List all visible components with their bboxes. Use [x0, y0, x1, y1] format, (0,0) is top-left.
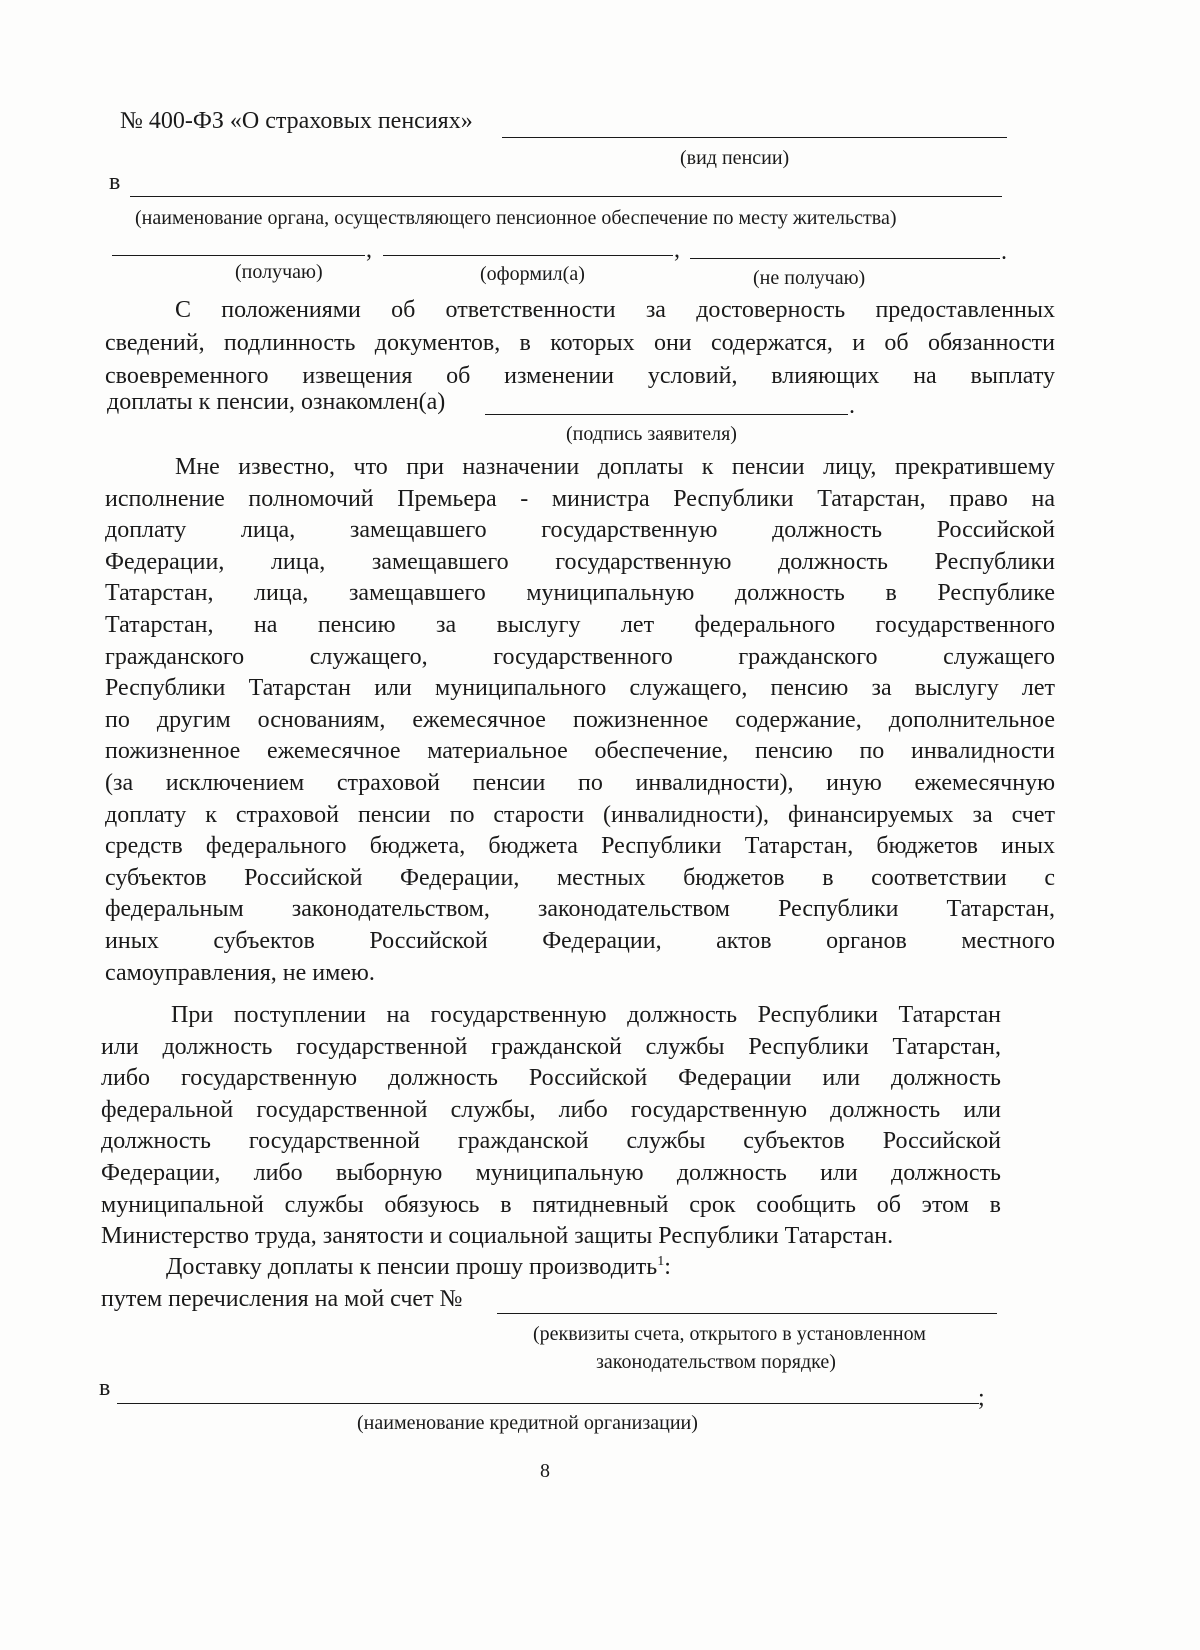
- employment-line-6: Федерации, либо выборную муниципальную должность или должность: [101, 1159, 1001, 1186]
- known-line-6: Татарстан, на пенсию за выслугу лет федерального государственного: [105, 611, 1055, 638]
- law-reference: № 400-ФЗ «О страховых пенсиях»: [120, 108, 473, 134]
- responsibility-line-3: своевременного извещения об изменении условий, влияющих на выплату: [105, 363, 1055, 389]
- employment-line-2: или должность государственной гражданской службы Республики Татарстан,: [101, 1033, 1001, 1060]
- known-line-13: средств федерального бюджета, бюджета Республики Татарстан, бюджетов иных: [105, 833, 1055, 860]
- known-line-15: федеральным законодательством, законодательством Республики Татарстан,: [105, 896, 1055, 923]
- pension-type-blank[interactable]: [502, 137, 1007, 138]
- responsibility-line-1: С положениями об ответственности за достоверность предоставленных: [175, 297, 1055, 323]
- signature-caption: (подпись заявителя): [566, 423, 737, 445]
- bank-caption: (наименование кредитной организации): [357, 1412, 698, 1434]
- responsibility-last-line: доплаты к пенсии, ознакомлен(а): [107, 389, 446, 415]
- organ-caption: (наименование органа, осуществляющего пенсионное обеспечение по месту жительства): [135, 207, 897, 229]
- account-number-blank[interactable]: [497, 1313, 997, 1314]
- employment-line-7: муниципальной службы обязуюсь в пятидневный срок сообщить об этом в: [101, 1191, 1001, 1218]
- known-line-9: по другим основаниям, ежемесячное пожизненное содержание, дополнительное: [105, 706, 1055, 733]
- caption-issued: (оформил(а): [480, 263, 585, 285]
- employment-line-5: должность государственной гражданской службы субъектов Российской: [101, 1128, 1001, 1155]
- employment-last-line: Министерство труда, занятости и социальной защиты Республики Татарстан.: [101, 1223, 894, 1250]
- issued-blank[interactable]: [383, 255, 673, 256]
- responsibility-period: .: [849, 393, 855, 419]
- known-line-5: Татарстан, лица, замещавшего муниципальную должность в Республике: [105, 580, 1055, 607]
- caption-receive: (получаю): [235, 261, 323, 283]
- known-line-14: субъектов Российской Федерации, местных бюджетов в соответствии с: [105, 864, 1055, 891]
- known-line-3: доплату лица, замещавшего государственную должность Российской: [105, 517, 1055, 544]
- bank-semicolon: ;: [978, 1385, 985, 1411]
- responsibility-line-2: сведений, подлинность документов, в которых они содержатся, и об обязанности: [105, 330, 1055, 356]
- comma-1: ,: [366, 237, 372, 263]
- footnote-mark: 1: [657, 1254, 665, 1269]
- bank-in-prefix: в: [99, 1375, 111, 1401]
- employment-line-4: федеральной государственной службы, либо государственную должность или: [101, 1096, 1001, 1123]
- responsibility-paragraph: [105, 294, 1055, 393]
- comma-2: ,: [674, 237, 680, 263]
- account-line-label: путем перечисления на мой счет №: [101, 1286, 463, 1312]
- known-line-4: Федерации, лица, замещавшего государственную должность Республики: [105, 548, 1055, 575]
- caption-not-receive: (не получаю): [753, 267, 866, 289]
- bank-name-blank[interactable]: [117, 1403, 979, 1404]
- not-receive-blank[interactable]: [690, 258, 1000, 259]
- organ-name-blank[interactable]: [130, 196, 1002, 197]
- account-caption-2: законодательством порядке): [596, 1351, 836, 1373]
- delivery-request: Доставку доплаты к пенсии прошу производить$^1$:: [166, 1254, 671, 1280]
- known-line-2: исполнение полномочий Премьера - министра Республики Татарстан, право на: [105, 485, 1055, 512]
- employment-line-1: При поступлении на государственную должность Республики Татарстан: [171, 1002, 1001, 1028]
- receive-blank[interactable]: [112, 255, 365, 256]
- known-line-16: иных субъектов Российской Федерации, актов органов местного: [105, 927, 1055, 954]
- known-paragraph: [105, 452, 1055, 989]
- known-last-line: самоуправления, не имею.: [105, 959, 375, 986]
- known-line-11: (за исключением страховой пенсии по инвалидности), иную ежемесячную: [105, 769, 1055, 796]
- account-caption-1: (реквизиты счета, открытого в установленном: [533, 1323, 926, 1345]
- signature-blank[interactable]: [485, 414, 848, 415]
- known-line-10: пожизненное ежемесячное материальное обеспечение, пенсию по инвалидности: [105, 738, 1055, 765]
- page-number: 8: [540, 1460, 550, 1482]
- known-line-1: Мне известно, что при назначении доплаты к пенсии лицу, прекратившему: [175, 454, 1055, 480]
- employment-line-3: либо государственную должность Российской Федерации или должность: [101, 1065, 1001, 1092]
- known-line-8: Республики Татарстан или муниципального служащего, пенсию за выслугу лет: [105, 675, 1055, 702]
- pension-type-caption: (вид пенсии): [680, 147, 790, 169]
- known-line-7: гражданского служащего, государственного гражданского служащего: [105, 643, 1055, 670]
- employment-paragraph: [101, 1000, 1001, 1253]
- period-1: .: [1001, 239, 1007, 265]
- known-line-12: доплату к страховой пенсии по старости (инвалидности), финансируемых за счет: [105, 801, 1055, 828]
- organ-in-prefix: в: [109, 169, 121, 195]
